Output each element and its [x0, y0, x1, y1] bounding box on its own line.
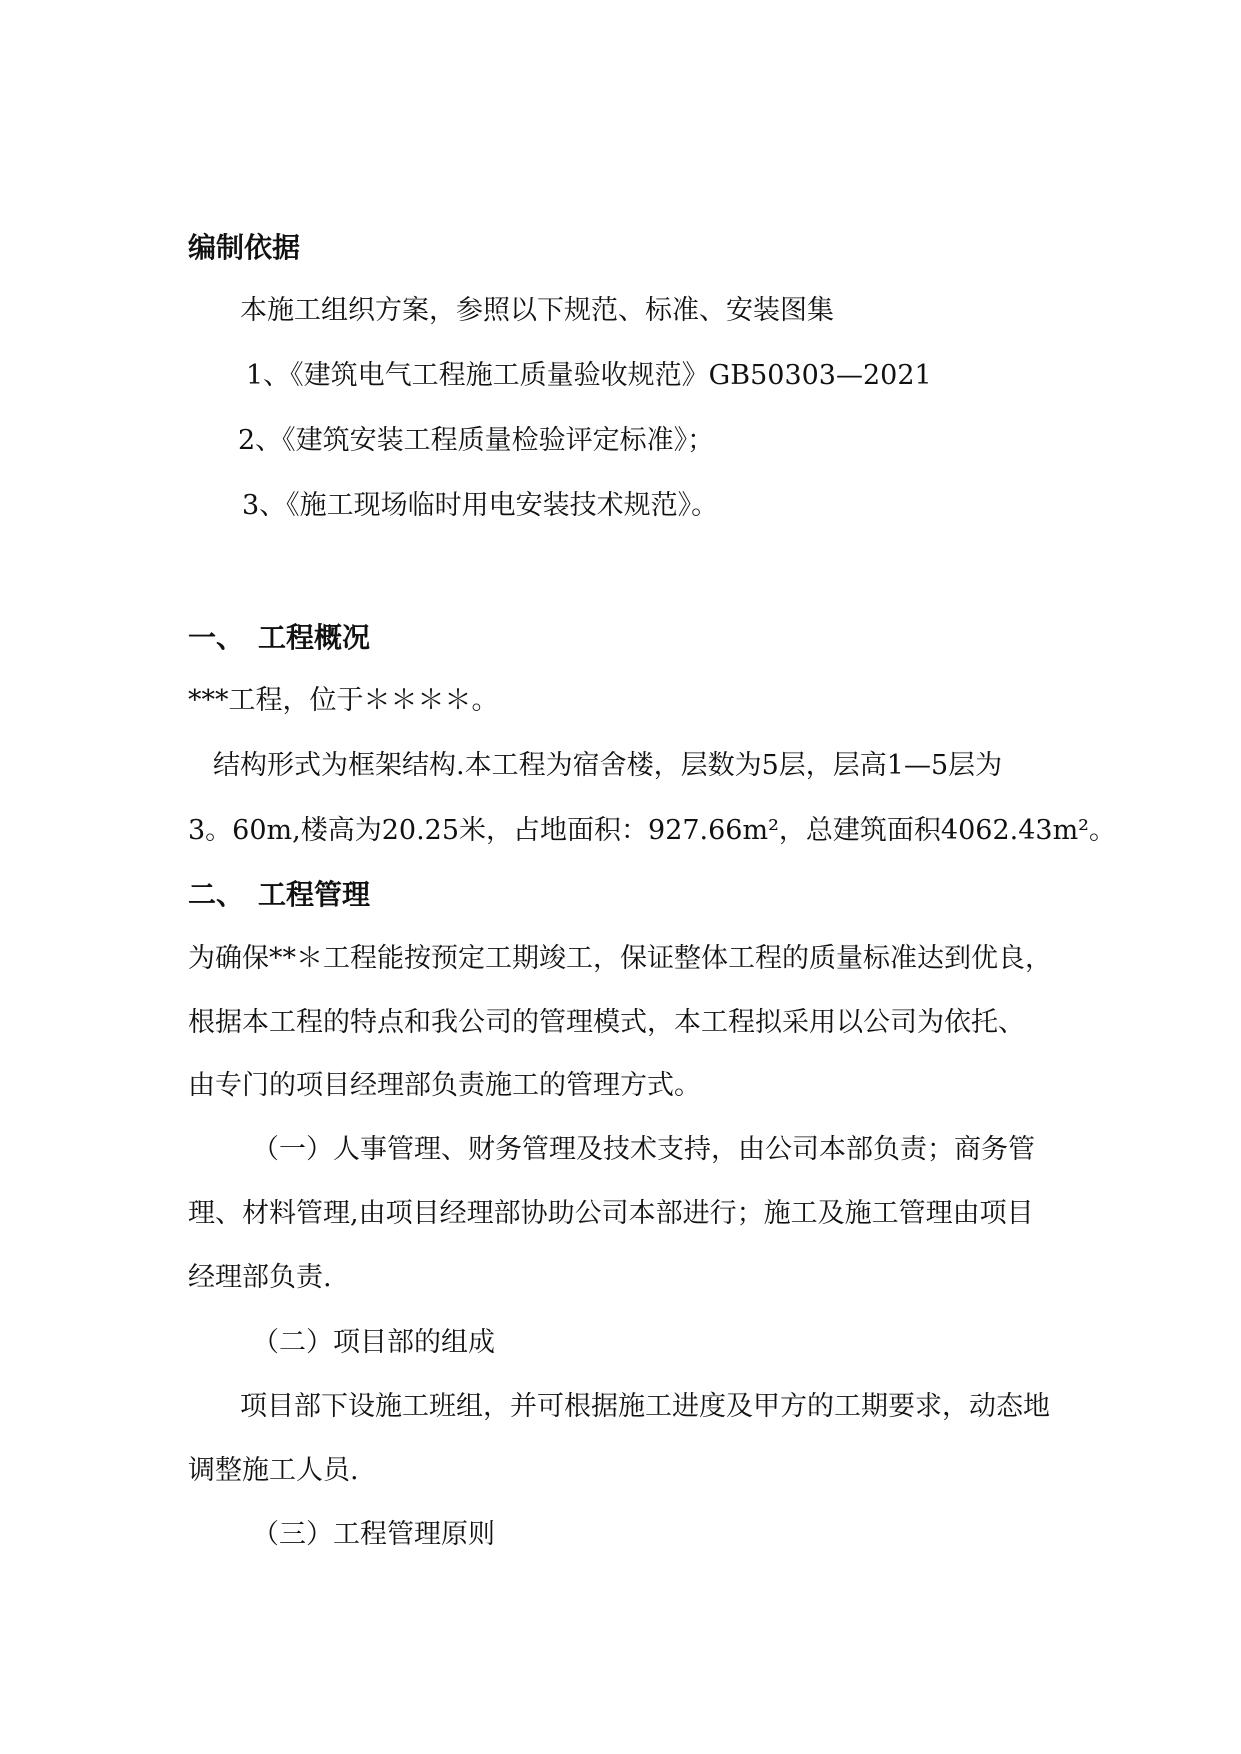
sub2-heading: （二）项目部的组成 [252, 1327, 495, 1358]
section-1-title: 工程概况 [258, 621, 371, 654]
structure-line-2: 3。60m,楼高为20.25米，占地面积：927.66m²，总建筑面积4062.43m²。 [188, 815, 1116, 846]
sub2-line-1: 项目部下设施工班组，并可根据施工进度及甲方的工期要求，动态地 [240, 1391, 1050, 1422]
sub1-line-3: 经理部负责. [188, 1262, 332, 1293]
basis-item-1: 1、《建筑电气工程施工质量验收规范》GB50303—2021 [246, 360, 932, 391]
basis-item-3: 3、《施工现场临时用电安装技术规范》。 [242, 490, 719, 521]
section-1-number: 一、 [188, 621, 245, 654]
management-para-line-1: 为确保**＊工程能按预定工期竣工，保证整体工程的质量标准达到优良， [188, 943, 1052, 974]
management-para-line-2: 根据本工程的特点和我公司的管理模式，本工程拟采用以公司为依托、 [188, 1007, 1025, 1038]
project-location: ***工程，位于＊＊＊＊。 [188, 685, 499, 716]
basis-intro: 本施工组织方案，参照以下规范、标准、安装图集 [240, 295, 834, 326]
sub1-line-2: 理、材料管理,由项目经理部协助公司本部进行；施工及施工管理由项目 [188, 1198, 1034, 1229]
basis-heading: 编制依据 [188, 231, 301, 264]
sub1-line-1: （一）人事管理、财务管理及技术支持，由公司本部负责；商务管 [252, 1134, 1035, 1165]
section-2-title: 工程管理 [258, 878, 371, 911]
sub2-line-2: 调整施工人员. [188, 1455, 359, 1486]
sub3-heading: （三）工程管理原则 [252, 1519, 495, 1550]
section-2-number: 二、 [188, 878, 245, 911]
basis-item-2: 2、《建筑安装工程质量检验评定标准》； [238, 425, 715, 456]
structure-line-1: 结构形式为框架结构.本工程为宿舍楼，层数为5层，层高1—5层为 [213, 750, 1003, 781]
management-para-line-3: 由专门的项目经理部负责施工的管理方式。 [188, 1070, 701, 1101]
